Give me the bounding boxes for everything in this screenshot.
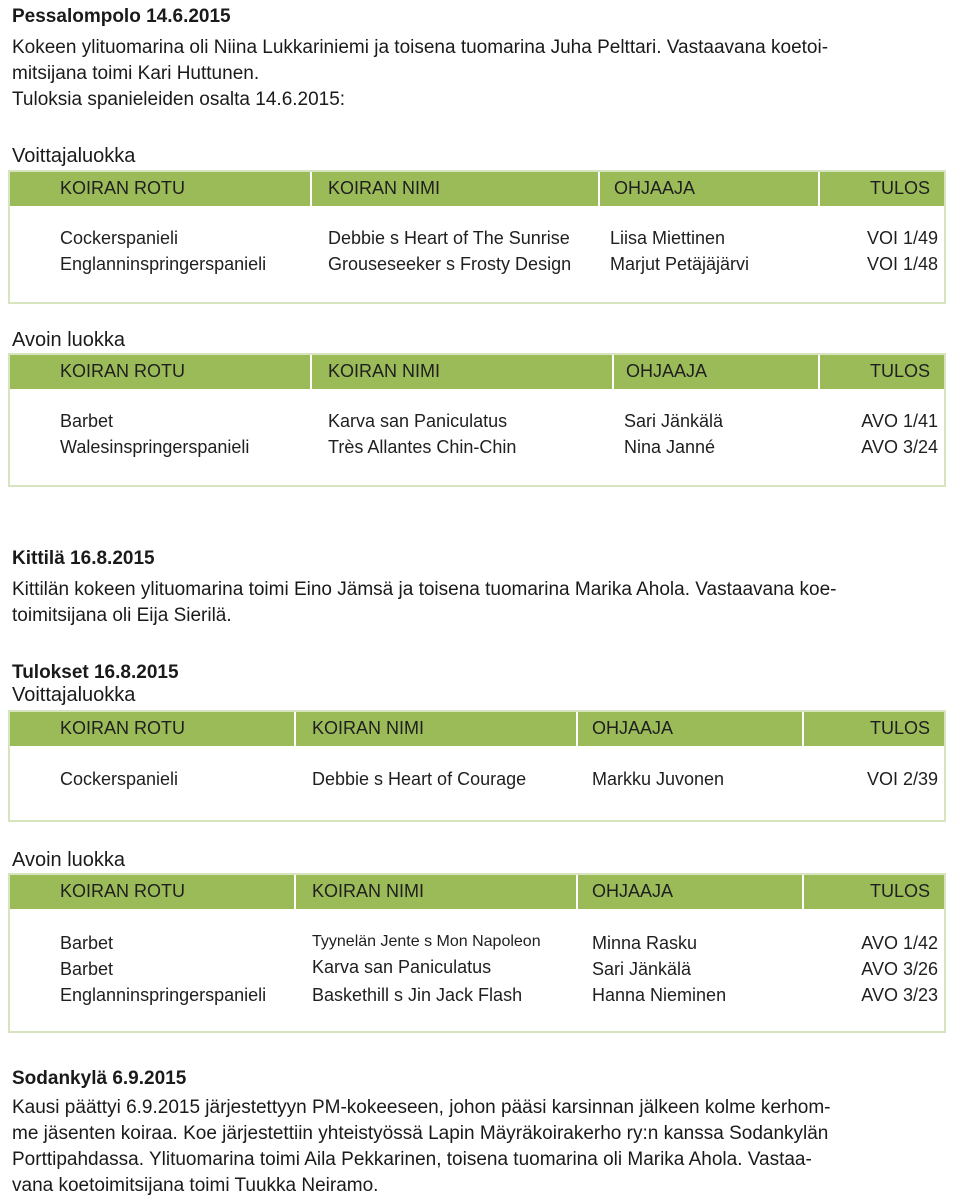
- header-divider: [576, 712, 578, 746]
- paragraph-line: Porttipahdassa. Ylituomarina toimi Aila Pekkarinen, toisena tuomarina oli Marika Ahola. Vastaa-: [12, 1149, 812, 1170]
- table-header: [10, 172, 944, 206]
- cell-breed: Walesinspringerspanieli: [60, 437, 250, 457]
- cell-result: AVO 3/24: [861, 437, 938, 457]
- header-handler: OHJAAJA: [614, 178, 696, 198]
- section-title-pessalompolo: Pessalompolo 14.6.2015: [12, 6, 231, 27]
- class-label-open: Avoin luokka: [12, 849, 126, 871]
- results-title: Tulokset 16.8.2015: [12, 662, 179, 683]
- table-header: [10, 355, 944, 389]
- cell-dog-name: Très Allantes Chin-Chin: [328, 437, 517, 457]
- header-breed: KOIRAN ROTU: [60, 178, 186, 198]
- cell-dog-name: Baskethill s Jin Jack Flash: [312, 985, 523, 1005]
- table-header: [10, 712, 944, 746]
- results-table: [8, 873, 946, 1033]
- class-label-winners: Voittajaluokka: [12, 145, 136, 167]
- cell-dog-name: Grouseseeker s Frosty Design: [328, 254, 572, 274]
- header-breed: KOIRAN ROTU: [60, 361, 186, 381]
- header-result: TULOS: [869, 881, 930, 901]
- header-divider: [598, 172, 600, 206]
- header-divider: [576, 875, 578, 909]
- cell-handler: Liisa Miettinen: [610, 228, 726, 248]
- cell-breed: Barbet: [60, 411, 114, 431]
- cell-dog-name: Karva san Paniculatus: [328, 411, 508, 431]
- section-title-sodankyla: Sodankylä 6.9.2015: [12, 1068, 187, 1089]
- results-table: [8, 353, 946, 487]
- paragraph-line: vana koetoimitsijana toimi Tuukka Neiramo.: [12, 1175, 379, 1196]
- header-divider: [294, 875, 296, 909]
- cell-handler: Sari Jänkälä: [592, 959, 692, 979]
- header-breed: KOIRAN ROTU: [60, 718, 186, 738]
- header-handler: OHJAAJA: [592, 718, 674, 738]
- cell-dog-name: Tyynelän Jente s Mon Napoleon: [312, 933, 541, 950]
- header-divider: [294, 712, 296, 746]
- header-handler: OHJAAJA: [626, 361, 708, 381]
- header-divider: [802, 712, 804, 746]
- header-divider: [818, 172, 820, 206]
- cell-handler: Hanna Nieminen: [592, 985, 727, 1005]
- cell-result: VOI 1/49: [866, 228, 938, 248]
- paragraph-line: Tuloksia spanieleiden osalta 14.6.2015:: [12, 89, 346, 110]
- cell-breed: Cockerspanieli: [60, 228, 179, 248]
- header-divider: [310, 172, 312, 206]
- cell-dog-name: Debbie s Heart of The Sunrise: [328, 228, 570, 248]
- cell-breed: Barbet: [60, 959, 114, 979]
- class-label-winners: Voittajaluokka: [12, 684, 136, 706]
- cell-dog-name: Karva san Paniculatus: [312, 957, 492, 977]
- section-title-kittila: Kittilä 16.8.2015: [12, 548, 155, 569]
- cell-handler: Marjut Petäjäjärvi: [610, 254, 750, 274]
- cell-result: AVO 1/42: [861, 933, 938, 953]
- cell-result: AVO 3/23: [861, 985, 938, 1005]
- header-dog-name: KOIRAN NIMI: [328, 361, 441, 381]
- header-divider: [818, 355, 820, 389]
- paragraph-line: me jäsenten koiraa. Koe järjestettiin yhteistyössä Lapin Mäyräkoirakerho ry:n kanssa Sodankylän: [12, 1123, 829, 1144]
- cell-handler: Nina Janné: [624, 437, 716, 457]
- cell-result: VOI 2/39: [866, 769, 938, 789]
- cell-result: VOI 1/48: [866, 254, 938, 274]
- paragraph-line: Kittilän kokeen ylituomarina toimi Eino Jämsä ja toisena tuomarina Marika Ahola. Vastaavana koe-: [12, 579, 837, 600]
- header-divider: [612, 355, 614, 389]
- header-dog-name: KOIRAN NIMI: [312, 718, 425, 738]
- header-result: TULOS: [869, 178, 930, 198]
- paragraph-line: mitsijana toimi Kari Huttunen.: [12, 63, 260, 84]
- header-dog-name: KOIRAN NIMI: [328, 178, 441, 198]
- class-label-open: Avoin luokka: [12, 329, 126, 351]
- header-breed: KOIRAN ROTU: [60, 881, 186, 901]
- results-table: [8, 170, 946, 304]
- cell-handler: Minna Rasku: [592, 933, 698, 953]
- cell-breed: Englanninspringerspanieli: [60, 985, 267, 1005]
- cell-result: AVO 3/26: [861, 959, 938, 979]
- header-result: TULOS: [869, 718, 930, 738]
- table-header: [10, 875, 944, 909]
- paragraph-line: Kokeen ylituomarina oli Niina Lukkariniemi ja toisena tuomarina Juha Pelttari. Vastaavana koetoi-: [12, 37, 829, 58]
- header-result: TULOS: [869, 361, 930, 381]
- cell-breed: Englanninspringerspanieli: [60, 254, 267, 274]
- cell-handler: Sari Jänkälä: [624, 411, 724, 431]
- cell-breed: Barbet: [60, 933, 114, 953]
- paragraph-line: toimitsijana oli Eija Sierilä.: [12, 605, 232, 626]
- header-handler: OHJAAJA: [592, 881, 674, 901]
- cell-result: AVO 1/41: [861, 411, 938, 431]
- header-divider: [310, 355, 312, 389]
- cell-handler: Markku Juvonen: [592, 769, 725, 789]
- cell-dog-name: Debbie s Heart of Courage: [312, 769, 527, 789]
- cell-breed: Cockerspanieli: [60, 769, 179, 789]
- paragraph-line: Kausi päättyi 6.9.2015 järjestettyyn PM-kokeeseen, johon pääsi karsinnan jälkeen kolme kerhom-: [12, 1097, 831, 1118]
- header-dog-name: KOIRAN NIMI: [312, 881, 425, 901]
- results-table: [8, 710, 946, 822]
- header-divider: [802, 875, 804, 909]
